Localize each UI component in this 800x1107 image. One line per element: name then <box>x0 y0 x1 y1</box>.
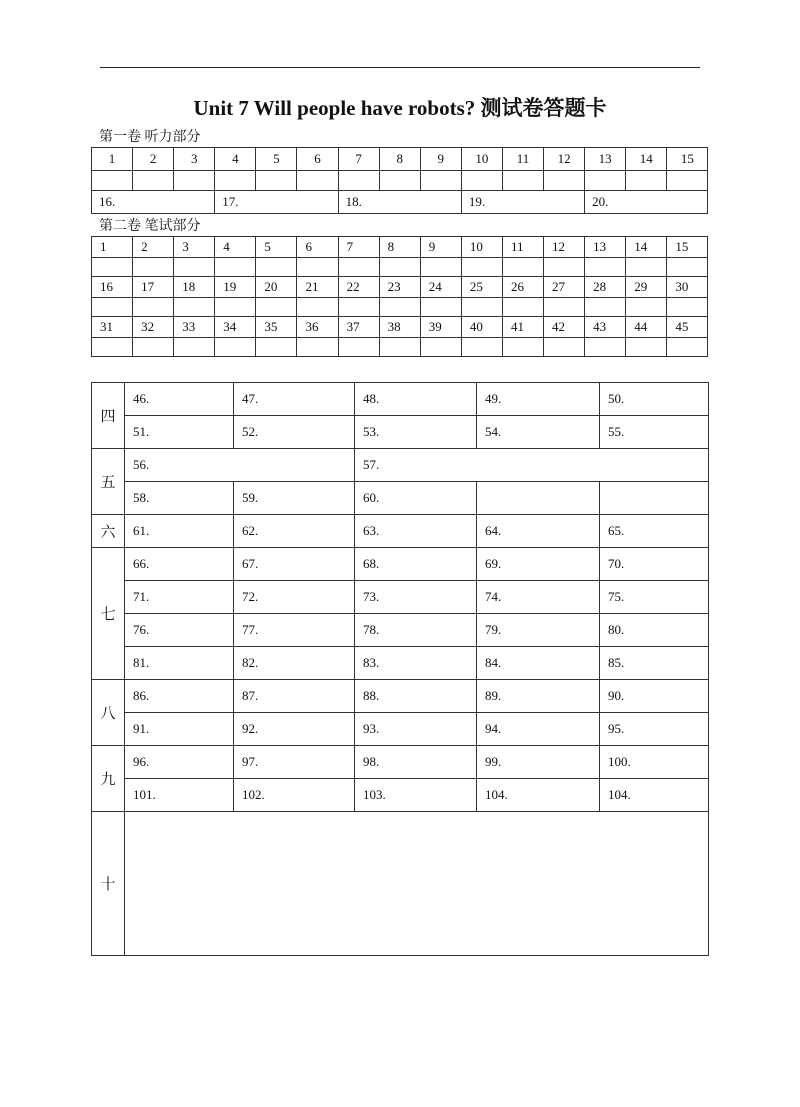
answer-box[interactable] <box>174 171 215 191</box>
answer-row <box>92 548 709 581</box>
answer-row <box>92 647 709 680</box>
answer-cell[interactable]: 87. <box>234 680 355 713</box>
answer-cell[interactable]: 52. <box>234 416 355 449</box>
answer-cell[interactable]: 54. <box>477 416 600 449</box>
question-number: 3 <box>174 237 215 258</box>
question-number: 1 <box>92 237 133 258</box>
answer-cell[interactable]: 56. <box>125 449 355 482</box>
page-title: Unit 7 Will people have robots? 测试卷答题卡 <box>193 96 607 120</box>
answer-cell[interactable]: 61. <box>125 515 234 548</box>
answer-cell[interactable]: 90. <box>600 680 709 713</box>
answer-cell[interactable]: 65. <box>600 515 709 548</box>
question-number: 12 <box>544 237 585 258</box>
answer-cell[interactable]: 95. <box>600 713 709 746</box>
answer-cell[interactable]: 82. <box>234 647 355 680</box>
answer-cell[interactable]: 59. <box>234 482 355 515</box>
answer-cell[interactable]: 64. <box>477 515 600 548</box>
answer-cell[interactable]: 47. <box>234 383 355 416</box>
question-number: 18 <box>174 277 215 298</box>
question-number: 1 <box>92 148 133 171</box>
answer-row <box>92 680 709 713</box>
answer-cell[interactable] <box>600 482 709 515</box>
question-number: 23 <box>379 277 420 298</box>
question-number: 34 <box>215 317 256 338</box>
answer-cell[interactable]: 73. <box>355 581 477 614</box>
answer-box[interactable] <box>502 298 543 317</box>
question-number: 35 <box>256 317 297 338</box>
question-number: 11 <box>502 148 543 171</box>
answer-box[interactable] <box>338 338 379 357</box>
answer-box[interactable] <box>215 338 256 357</box>
answer-row <box>92 482 709 515</box>
answer-cell[interactable]: 77. <box>234 614 355 647</box>
question-number: 17 <box>133 277 174 298</box>
answer-cell[interactable]: 86. <box>125 680 234 713</box>
answer-box[interactable] <box>133 338 174 357</box>
answer-row <box>92 258 708 277</box>
question-number: 9 <box>420 148 461 171</box>
fill-answer-cell[interactable]: 17. <box>215 191 338 214</box>
section-label: 四 <box>92 383 125 449</box>
answer-cell[interactable]: 104. <box>477 779 600 812</box>
answer-box[interactable] <box>174 298 215 317</box>
answer-box[interactable] <box>667 171 708 191</box>
answer-cell[interactable]: 49. <box>477 383 600 416</box>
answer-box[interactable] <box>256 171 297 191</box>
question-number: 14 <box>626 148 667 171</box>
answer-cell[interactable]: 53. <box>355 416 477 449</box>
question-number: 31 <box>92 317 133 338</box>
answer-cell[interactable]: 93. <box>355 713 477 746</box>
answer-row <box>92 515 709 548</box>
number-row <box>92 317 708 338</box>
answer-box[interactable] <box>585 338 626 357</box>
answer-sheet <box>91 382 709 956</box>
answer-cell[interactable]: 91. <box>125 713 234 746</box>
answer-box[interactable] <box>297 298 338 317</box>
writing-grid <box>91 236 708 357</box>
question-number: 38 <box>379 317 420 338</box>
answer-cell[interactable]: 72. <box>234 581 355 614</box>
answer-cell[interactable]: 102. <box>234 779 355 812</box>
answer-cell[interactable]: 51. <box>125 416 234 449</box>
listening-grid <box>91 147 708 214</box>
answer-cell[interactable]: 76. <box>125 614 234 647</box>
question-number: 45 <box>667 317 708 338</box>
answer-box[interactable] <box>544 258 585 277</box>
answer-cell[interactable]: 98. <box>355 746 477 779</box>
answer-cell[interactable]: 55. <box>600 416 709 449</box>
question-number: 11 <box>502 237 543 258</box>
answer-cell[interactable]: 69. <box>477 548 600 581</box>
answer-row <box>92 171 708 191</box>
question-number: 13 <box>585 237 626 258</box>
answer-box[interactable] <box>379 258 420 277</box>
question-number: 16 <box>92 277 133 298</box>
answer-box[interactable] <box>544 298 585 317</box>
answer-cell[interactable]: 50. <box>600 383 709 416</box>
answer-row <box>92 614 709 647</box>
question-number: 36 <box>297 317 338 338</box>
answer-box[interactable] <box>92 258 133 277</box>
answer-cell[interactable]: 46. <box>125 383 234 416</box>
writing-row <box>92 812 709 956</box>
answer-cell[interactable]: 74. <box>477 581 600 614</box>
answer-cell[interactable]: 81. <box>125 647 234 680</box>
number-row <box>92 237 708 258</box>
answer-box[interactable] <box>667 338 708 357</box>
fill-answer-cell[interactable]: 18. <box>338 191 461 214</box>
answer-box[interactable] <box>215 298 256 317</box>
answer-cell[interactable]: 99. <box>477 746 600 779</box>
answer-cell[interactable]: 57. <box>355 449 709 482</box>
answer-cell[interactable]: 101. <box>125 779 234 812</box>
answer-box[interactable] <box>420 258 461 277</box>
answer-cell[interactable]: 79. <box>477 614 600 647</box>
answer-cell[interactable] <box>477 482 600 515</box>
answer-box[interactable] <box>133 298 174 317</box>
answer-cell[interactable]: 48. <box>355 383 477 416</box>
answer-box[interactable] <box>461 171 502 191</box>
answer-box[interactable] <box>379 338 420 357</box>
question-number: 15 <box>667 148 708 171</box>
answer-cell[interactable]: 89. <box>477 680 600 713</box>
question-number: 19 <box>215 277 256 298</box>
fill-answer-cell[interactable]: 19. <box>461 191 584 214</box>
answer-box[interactable] <box>420 338 461 357</box>
question-number: 24 <box>420 277 461 298</box>
question-number: 3 <box>174 148 215 171</box>
question-number: 33 <box>174 317 215 338</box>
question-number: 28 <box>585 277 626 298</box>
part2-label: 第二卷 笔试部分 <box>99 219 201 234</box>
answer-box[interactable] <box>256 258 297 277</box>
question-number: 26 <box>502 277 543 298</box>
answer-row <box>92 449 709 482</box>
answer-box[interactable] <box>256 298 297 317</box>
section-label: 九 <box>92 746 125 812</box>
answer-box[interactable] <box>92 171 133 191</box>
fill-row <box>92 191 708 214</box>
question-number: 27 <box>544 277 585 298</box>
answer-cell[interactable]: 103. <box>355 779 477 812</box>
question-number: 6 <box>297 237 338 258</box>
answer-cell[interactable]: 67. <box>234 548 355 581</box>
answer-box[interactable] <box>297 338 338 357</box>
answer-cell[interactable]: 100. <box>600 746 709 779</box>
answer-row <box>92 581 709 614</box>
answer-box[interactable] <box>92 338 133 357</box>
question-number: 10 <box>461 148 502 171</box>
answer-cell[interactable]: 104. <box>600 779 709 812</box>
answer-box[interactable] <box>92 298 133 317</box>
answer-box[interactable] <box>585 298 626 317</box>
answer-box[interactable] <box>133 258 174 277</box>
answer-cell[interactable]: 58. <box>125 482 234 515</box>
number-row <box>92 277 708 298</box>
question-number: 12 <box>544 148 585 171</box>
answer-cell[interactable]: 70. <box>600 548 709 581</box>
answer-box[interactable] <box>338 298 379 317</box>
part1-label: 第一卷 听力部分 <box>99 130 201 145</box>
answer-box[interactable] <box>297 171 338 191</box>
answer-box[interactable] <box>379 171 420 191</box>
answer-cell[interactable]: 97. <box>234 746 355 779</box>
answer-box[interactable] <box>338 258 379 277</box>
answer-box[interactable] <box>667 258 708 277</box>
question-number: 9 <box>420 237 461 258</box>
answer-box[interactable] <box>256 338 297 357</box>
answer-cell[interactable]: 94. <box>477 713 600 746</box>
answer-cell[interactable]: 85. <box>600 647 709 680</box>
answer-box[interactable] <box>626 171 667 191</box>
answer-box[interactable] <box>461 298 502 317</box>
answer-row <box>92 746 709 779</box>
question-number: 25 <box>461 277 502 298</box>
question-number: 10 <box>461 237 502 258</box>
answer-cell[interactable]: 71. <box>125 581 234 614</box>
number-row <box>92 148 708 171</box>
answer-box[interactable] <box>420 298 461 317</box>
answer-cell[interactable]: 62. <box>234 515 355 548</box>
question-number: 44 <box>626 317 667 338</box>
question-number: 39 <box>420 317 461 338</box>
answer-box[interactable] <box>338 171 379 191</box>
section-label: 五 <box>92 449 125 515</box>
section-label: 八 <box>92 680 125 746</box>
section-label: 十 <box>92 812 125 956</box>
question-number: 13 <box>585 148 626 171</box>
section-label: 六 <box>92 515 125 548</box>
answer-box[interactable] <box>544 338 585 357</box>
answer-cell[interactable]: 80. <box>600 614 709 647</box>
answer-box[interactable] <box>585 258 626 277</box>
answer-box[interactable] <box>502 338 543 357</box>
question-number: 32 <box>133 317 174 338</box>
answer-box[interactable] <box>297 258 338 277</box>
answer-row <box>92 713 709 746</box>
answer-box[interactable] <box>379 298 420 317</box>
question-number: 30 <box>667 277 708 298</box>
answer-box[interactable] <box>215 171 256 191</box>
question-number: 14 <box>626 237 667 258</box>
question-number: 8 <box>379 237 420 258</box>
question-number: 43 <box>585 317 626 338</box>
question-number: 7 <box>338 148 379 171</box>
question-number: 29 <box>626 277 667 298</box>
answer-box[interactable] <box>133 171 174 191</box>
question-number: 7 <box>338 237 379 258</box>
question-number: 5 <box>256 148 297 171</box>
answer-box[interactable] <box>174 258 215 277</box>
question-number: 42 <box>544 317 585 338</box>
writing-area[interactable] <box>125 812 709 956</box>
answer-cell[interactable]: 96. <box>125 746 234 779</box>
answer-box[interactable] <box>420 171 461 191</box>
answer-box[interactable] <box>626 338 667 357</box>
answer-cell[interactable]: 92. <box>234 713 355 746</box>
answer-box[interactable] <box>502 171 543 191</box>
question-number: 8 <box>379 148 420 171</box>
answer-cell[interactable]: 68. <box>355 548 477 581</box>
answer-cell[interactable]: 88. <box>355 680 477 713</box>
answer-row <box>92 383 709 416</box>
answer-box[interactable] <box>461 258 502 277</box>
answer-cell[interactable]: 78. <box>355 614 477 647</box>
fill-answer-cell[interactable]: 20. <box>585 191 708 214</box>
answer-cell[interactable]: 84. <box>477 647 600 680</box>
question-number: 2 <box>133 148 174 171</box>
answer-box[interactable] <box>626 298 667 317</box>
answer-box[interactable] <box>502 258 543 277</box>
answer-row <box>92 416 709 449</box>
question-number: 37 <box>338 317 379 338</box>
answer-row <box>92 779 709 812</box>
answer-row <box>92 298 708 317</box>
answer-box[interactable] <box>174 338 215 357</box>
answer-cell[interactable]: 63. <box>355 515 477 548</box>
answer-row <box>92 338 708 357</box>
answer-box[interactable] <box>215 258 256 277</box>
section-label: 七 <box>92 548 125 680</box>
question-number: 41 <box>502 317 543 338</box>
question-number: 22 <box>338 277 379 298</box>
question-number: 15 <box>667 237 708 258</box>
question-number: 20 <box>256 277 297 298</box>
answer-cell[interactable]: 66. <box>125 548 234 581</box>
answer-box[interactable] <box>461 338 502 357</box>
question-number: 4 <box>215 148 256 171</box>
answer-cell[interactable]: 75. <box>600 581 709 614</box>
answer-cell[interactable]: 60. <box>355 482 477 515</box>
question-number: 2 <box>133 237 174 258</box>
top-rule <box>100 67 700 68</box>
question-number: 40 <box>461 317 502 338</box>
answer-cell[interactable]: 83. <box>355 647 477 680</box>
fill-answer-cell[interactable]: 16. <box>92 191 215 214</box>
answer-box[interactable] <box>544 171 585 191</box>
question-number: 4 <box>215 237 256 258</box>
question-number: 21 <box>297 277 338 298</box>
question-number: 5 <box>256 237 297 258</box>
answer-box[interactable] <box>667 298 708 317</box>
answer-box[interactable] <box>585 171 626 191</box>
answer-box[interactable] <box>626 258 667 277</box>
question-number: 6 <box>297 148 338 171</box>
